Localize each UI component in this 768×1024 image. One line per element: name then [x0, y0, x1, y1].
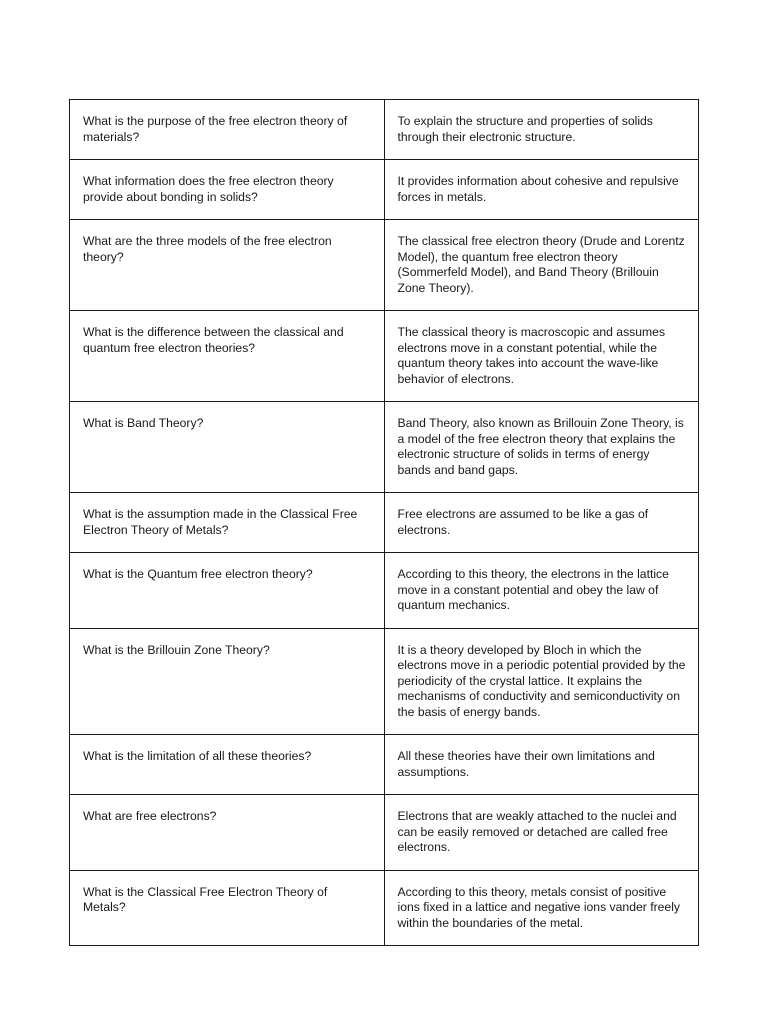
question-cell: What is Band Theory?: [70, 402, 385, 493]
table-row: [70, 795, 699, 871]
table-row: [70, 628, 699, 735]
answer-cell: Free electrons are assumed to be like a gas of electrons.: [384, 493, 699, 553]
question-cell: What is the Quantum free electron theory?: [70, 553, 385, 629]
answer-cell: It is a theory developed by Bloch in which the electrons move in a periodic potential provided by the periodicity of the crystal lattice. It explains the mechanisms of conductivity and semiconductivity on the basis of energy bands.: [384, 628, 699, 735]
answer-cell: According to this theory, the electrons in the lattice move in a constant potential and obey the law of quantum mechanics.: [384, 553, 699, 629]
question-cell: What is the Classical Free Electron Theory of Metals?: [70, 870, 385, 946]
answer-cell: The classical theory is macroscopic and assumes electrons move in a constant potential, while the quantum theory takes into account the wave-like behavior of electrons.: [384, 311, 699, 402]
question-cell: What is the Brillouin Zone Theory?: [70, 628, 385, 735]
table-row: [70, 100, 699, 160]
table-row: [70, 870, 699, 946]
question-cell: What is the limitation of all these theories?: [70, 735, 385, 795]
table-row: [70, 553, 699, 629]
table-row: [70, 311, 699, 402]
answer-cell: To explain the structure and properties of solids through their electronic structure.: [384, 100, 699, 160]
table-row: [70, 220, 699, 311]
question-cell: What are the three models of the free electron theory?: [70, 220, 385, 311]
table-row: [70, 402, 699, 493]
table-row: [70, 160, 699, 220]
answer-cell: Band Theory, also known as Brillouin Zone Theory, is a model of the free electron theory that explains the electronic structure of solids in terms of energy bands and band gaps.: [384, 402, 699, 493]
question-cell: What is the difference between the classical and quantum free electron theories?: [70, 311, 385, 402]
answer-cell: Electrons that are weakly attached to the nuclei and can be easily removed or detached are called free electrons.: [384, 795, 699, 871]
answer-cell: It provides information about cohesive and repulsive forces in metals.: [384, 160, 699, 220]
question-cell: What information does the free electron theory provide about bonding in solids?: [70, 160, 385, 220]
table-row: [70, 735, 699, 795]
answer-cell: The classical free electron theory (Drude and Lorentz Model), the quantum free electron theory (Sommerfeld Model), and Band Theory (Brillouin Zone Theory).: [384, 220, 699, 311]
question-cell: What is the assumption made in the Classical Free Electron Theory of Metals?: [70, 493, 385, 553]
answer-cell: All these theories have their own limitations and assumptions.: [384, 735, 699, 795]
flashcard-table: [69, 99, 699, 946]
question-cell: What is the purpose of the free electron theory of materials?: [70, 100, 385, 160]
answer-cell: According to this theory, metals consist of positive ions fixed in a lattice and negative ions vander freely within the boundaries of the metal.: [384, 870, 699, 946]
table-row: [70, 493, 699, 553]
question-cell: What are free electrons?: [70, 795, 385, 871]
